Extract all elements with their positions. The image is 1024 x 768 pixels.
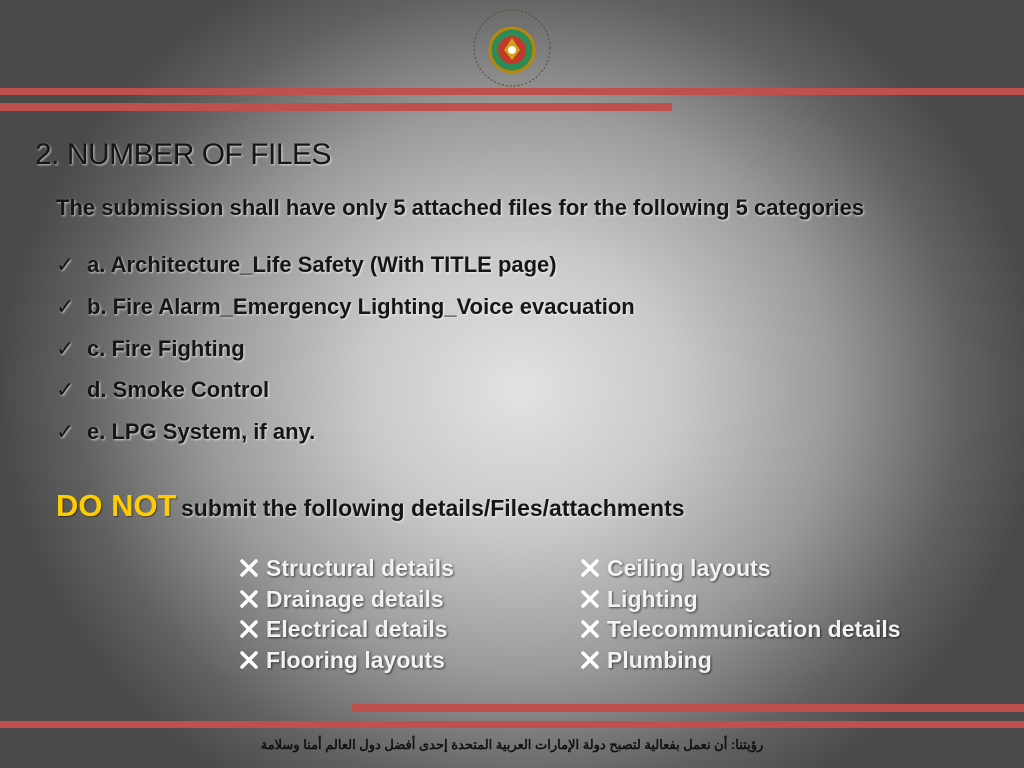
top-accent-bar: [0, 88, 1024, 95]
bottom-accent-bar: [0, 721, 1024, 728]
excluded-label: Plumbing: [607, 647, 712, 673]
category-item: [56, 377, 269, 403]
excluded-item: [266, 616, 448, 643]
do-not-text: submit the following details/Files/attachments: [181, 495, 685, 521]
cross-icon: [238, 618, 260, 640]
category-item: [56, 419, 315, 445]
do-not-heading: [56, 488, 685, 524]
excluded-item: [607, 555, 771, 582]
cross-icon: [238, 557, 260, 579]
emblem-icon: [470, 6, 554, 90]
category-label: d. Smoke Control: [87, 377, 270, 402]
excluded-label: Electrical details: [266, 616, 448, 642]
cross-icon: [579, 649, 601, 671]
intro-text: The submission shall have only 5 attached files for the following 5 categories: [56, 195, 865, 220]
checkmark-icon: ✓: [56, 377, 75, 402]
excluded-label: Flooring layouts: [266, 647, 445, 673]
checkmark-icon: ✓: [56, 252, 75, 277]
category-label: b. Fire Alarm_Emergency Lighting_Voice evacuation: [87, 294, 635, 319]
category-label: c. Fire Fighting: [87, 336, 245, 361]
excluded-label: Lighting: [607, 586, 698, 612]
checkmark-icon: ✓: [56, 336, 75, 361]
excluded-item: [607, 586, 698, 613]
category-label: a. Architecture_Life Safety (With TITLE page): [87, 252, 557, 277]
excluded-label: Ceiling layouts: [607, 555, 771, 581]
cross-icon: [579, 618, 601, 640]
excluded-item: [607, 647, 712, 674]
excluded-item: [266, 555, 454, 582]
excluded-label: Drainage details: [266, 586, 444, 612]
excluded-item: [266, 647, 445, 674]
excluded-item: [266, 586, 444, 613]
bottom-accent-bar-short: [352, 704, 1024, 712]
category-item: [56, 294, 635, 320]
checkmark-icon: ✓: [56, 294, 75, 319]
top-accent-bar-short: [0, 103, 672, 111]
cross-icon: [238, 649, 260, 671]
cross-icon: [238, 588, 260, 610]
cross-icon: [579, 588, 601, 610]
category-item: [56, 252, 557, 278]
excluded-label: Telecommunication details: [607, 616, 901, 642]
excluded-item: [607, 616, 901, 643]
checkmark-icon: ✓: [56, 419, 75, 444]
do-not-emphasis: DO NOT: [56, 488, 177, 523]
cross-icon: [579, 557, 601, 579]
category-label: e. LPG System, if any.: [87, 419, 316, 444]
excluded-label: Structural details: [266, 555, 454, 581]
category-item: [56, 336, 245, 362]
footer-vision-text: رؤيتنا: أن نعمل بفعالية لتصبح دولة الإمارات العربية المتحدة إحدى أفضل دول العالم أمنا وسلامة: [260, 737, 764, 752]
slide-title: 2. NUMBER OF FILES: [35, 138, 332, 171]
